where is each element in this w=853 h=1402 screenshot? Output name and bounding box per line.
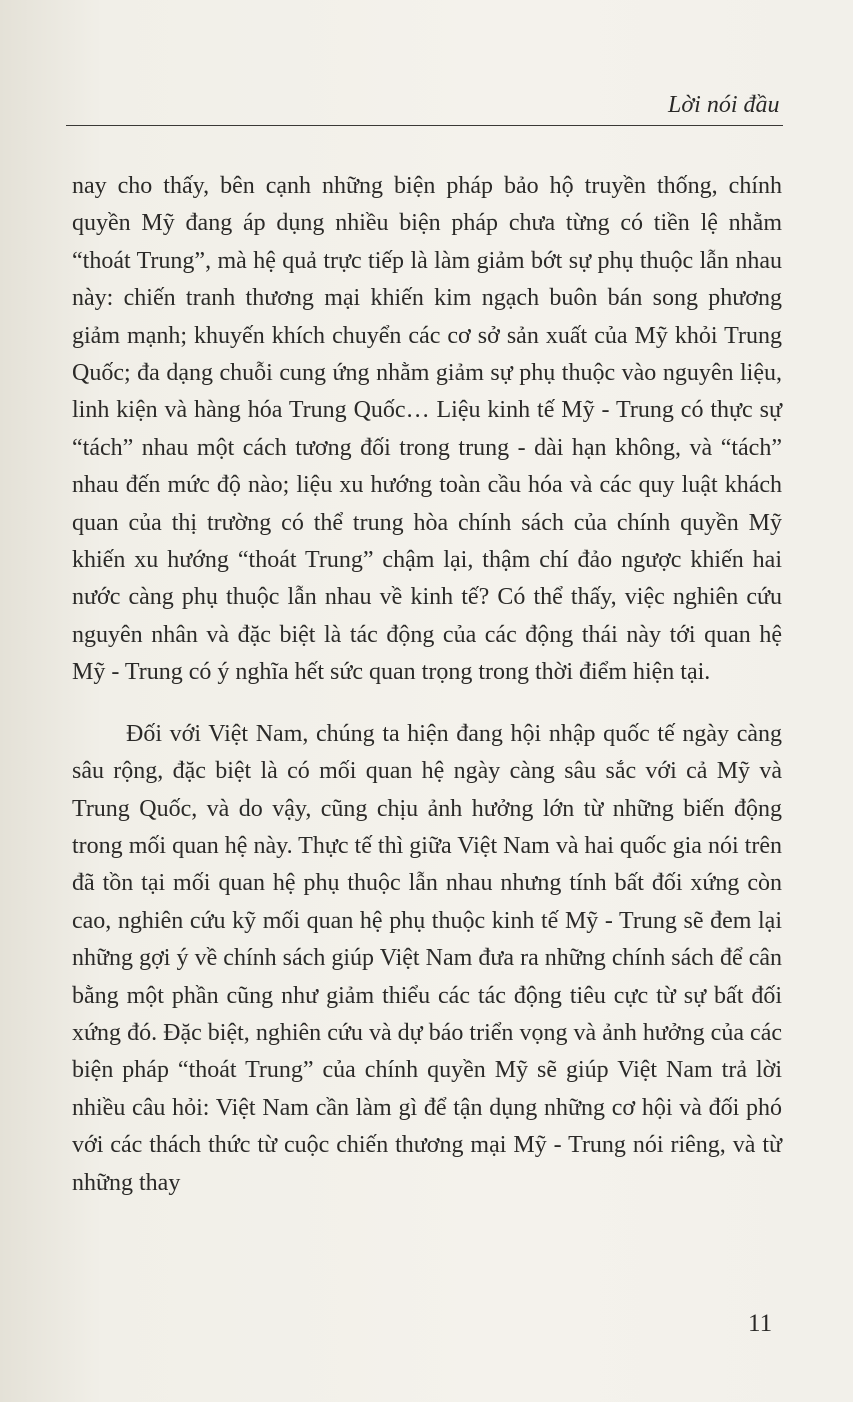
- paragraph-1: nay cho thấy, bên cạnh những biện pháp bảo hộ truyền thống, chính quyền Mỹ đang áp dụng nhiều biện pháp chưa từng có tiền lệ nhằm “thoát Trung”, mà hệ quả trực tiếp là làm giảm bớt sự phụ thuộc lẫn nhau này: chiến tranh thương mại khiến kim ngạch buôn bán song phương giảm mạnh; khuyến khích chuyển các cơ sở sản xuất của Mỹ khỏi Trung Quốc; đa dạng chuỗi cung ứng nhằm giảm sự phụ thuộc vào nguyên liệu, linh kiện và hàng hóa Trung Quốc… Liệu kinh tế Mỹ - Trung có thực sự “tách” nhau một cách tương đối trong trung - dài hạn không, và “tách” nhau đến mức độ nào; liệu xu hướng toàn cầu hóa và các quy luật khách quan của thị trường có thể trung hòa chính sách của chính quyền Mỹ khiến xu hướng “thoát Trung” chậm lại, thậm chí đảo ngược khiến hai nước càng phụ thuộc lẫn nhau về kinh tế? Có thể thấy, việc nghiên cứu nguyên nhân và đặc biệt là tác động của các động thái này tới quan hệ Mỹ - Trung có ý nghĩa hết sức quan trọng trong thời điểm hiện tại.: [72, 173, 782, 686]
- running-header-title: Lời nói đầu: [668, 92, 780, 118]
- body-text: [72, 168, 782, 1202]
- page-number: 11: [748, 1310, 773, 1337]
- header-rule: [66, 125, 783, 126]
- paragraph-2: Đối với Việt Nam, chúng ta hiện đang hội nhập quốc tế ngày càng sâu rộng, đặc biệt là có mối quan hệ ngày càng sâu sắc với cả Mỹ và Trung Quốc, và do vậy, cũng chịu ảnh hưởng lớn từ những biến động trong mối quan hệ này. Thực tế thì giữa Việt Nam và hai quốc gia nói trên đã tồn tại mối quan hệ phụ thuộc lẫn nhau nhưng tính bất đối xứng còn cao, nghiên cứu kỹ mối quan hệ phụ thuộc kinh tế Mỹ - Trung sẽ đem lại những gợi ý về chính sách giúp Việt Nam đưa ra những chính sách để cân bằng một phần cũng như giảm thiểu các tác động tiêu cực từ sự bất đối xứng đó. Đặc biệt, nghiên cứu và dự báo triển vọng và ảnh hưởng của các biện pháp “thoát Trung” của chính quyền Mỹ sẽ giúp Việt Nam trả lời nhiều câu hỏi: Việt Nam cần làm gì để tận dụng những cơ hội và đối phó với các thách thức từ cuộc chiến thương mại Mỹ - Trung nói riêng, và từ những thay: [72, 720, 782, 1196]
